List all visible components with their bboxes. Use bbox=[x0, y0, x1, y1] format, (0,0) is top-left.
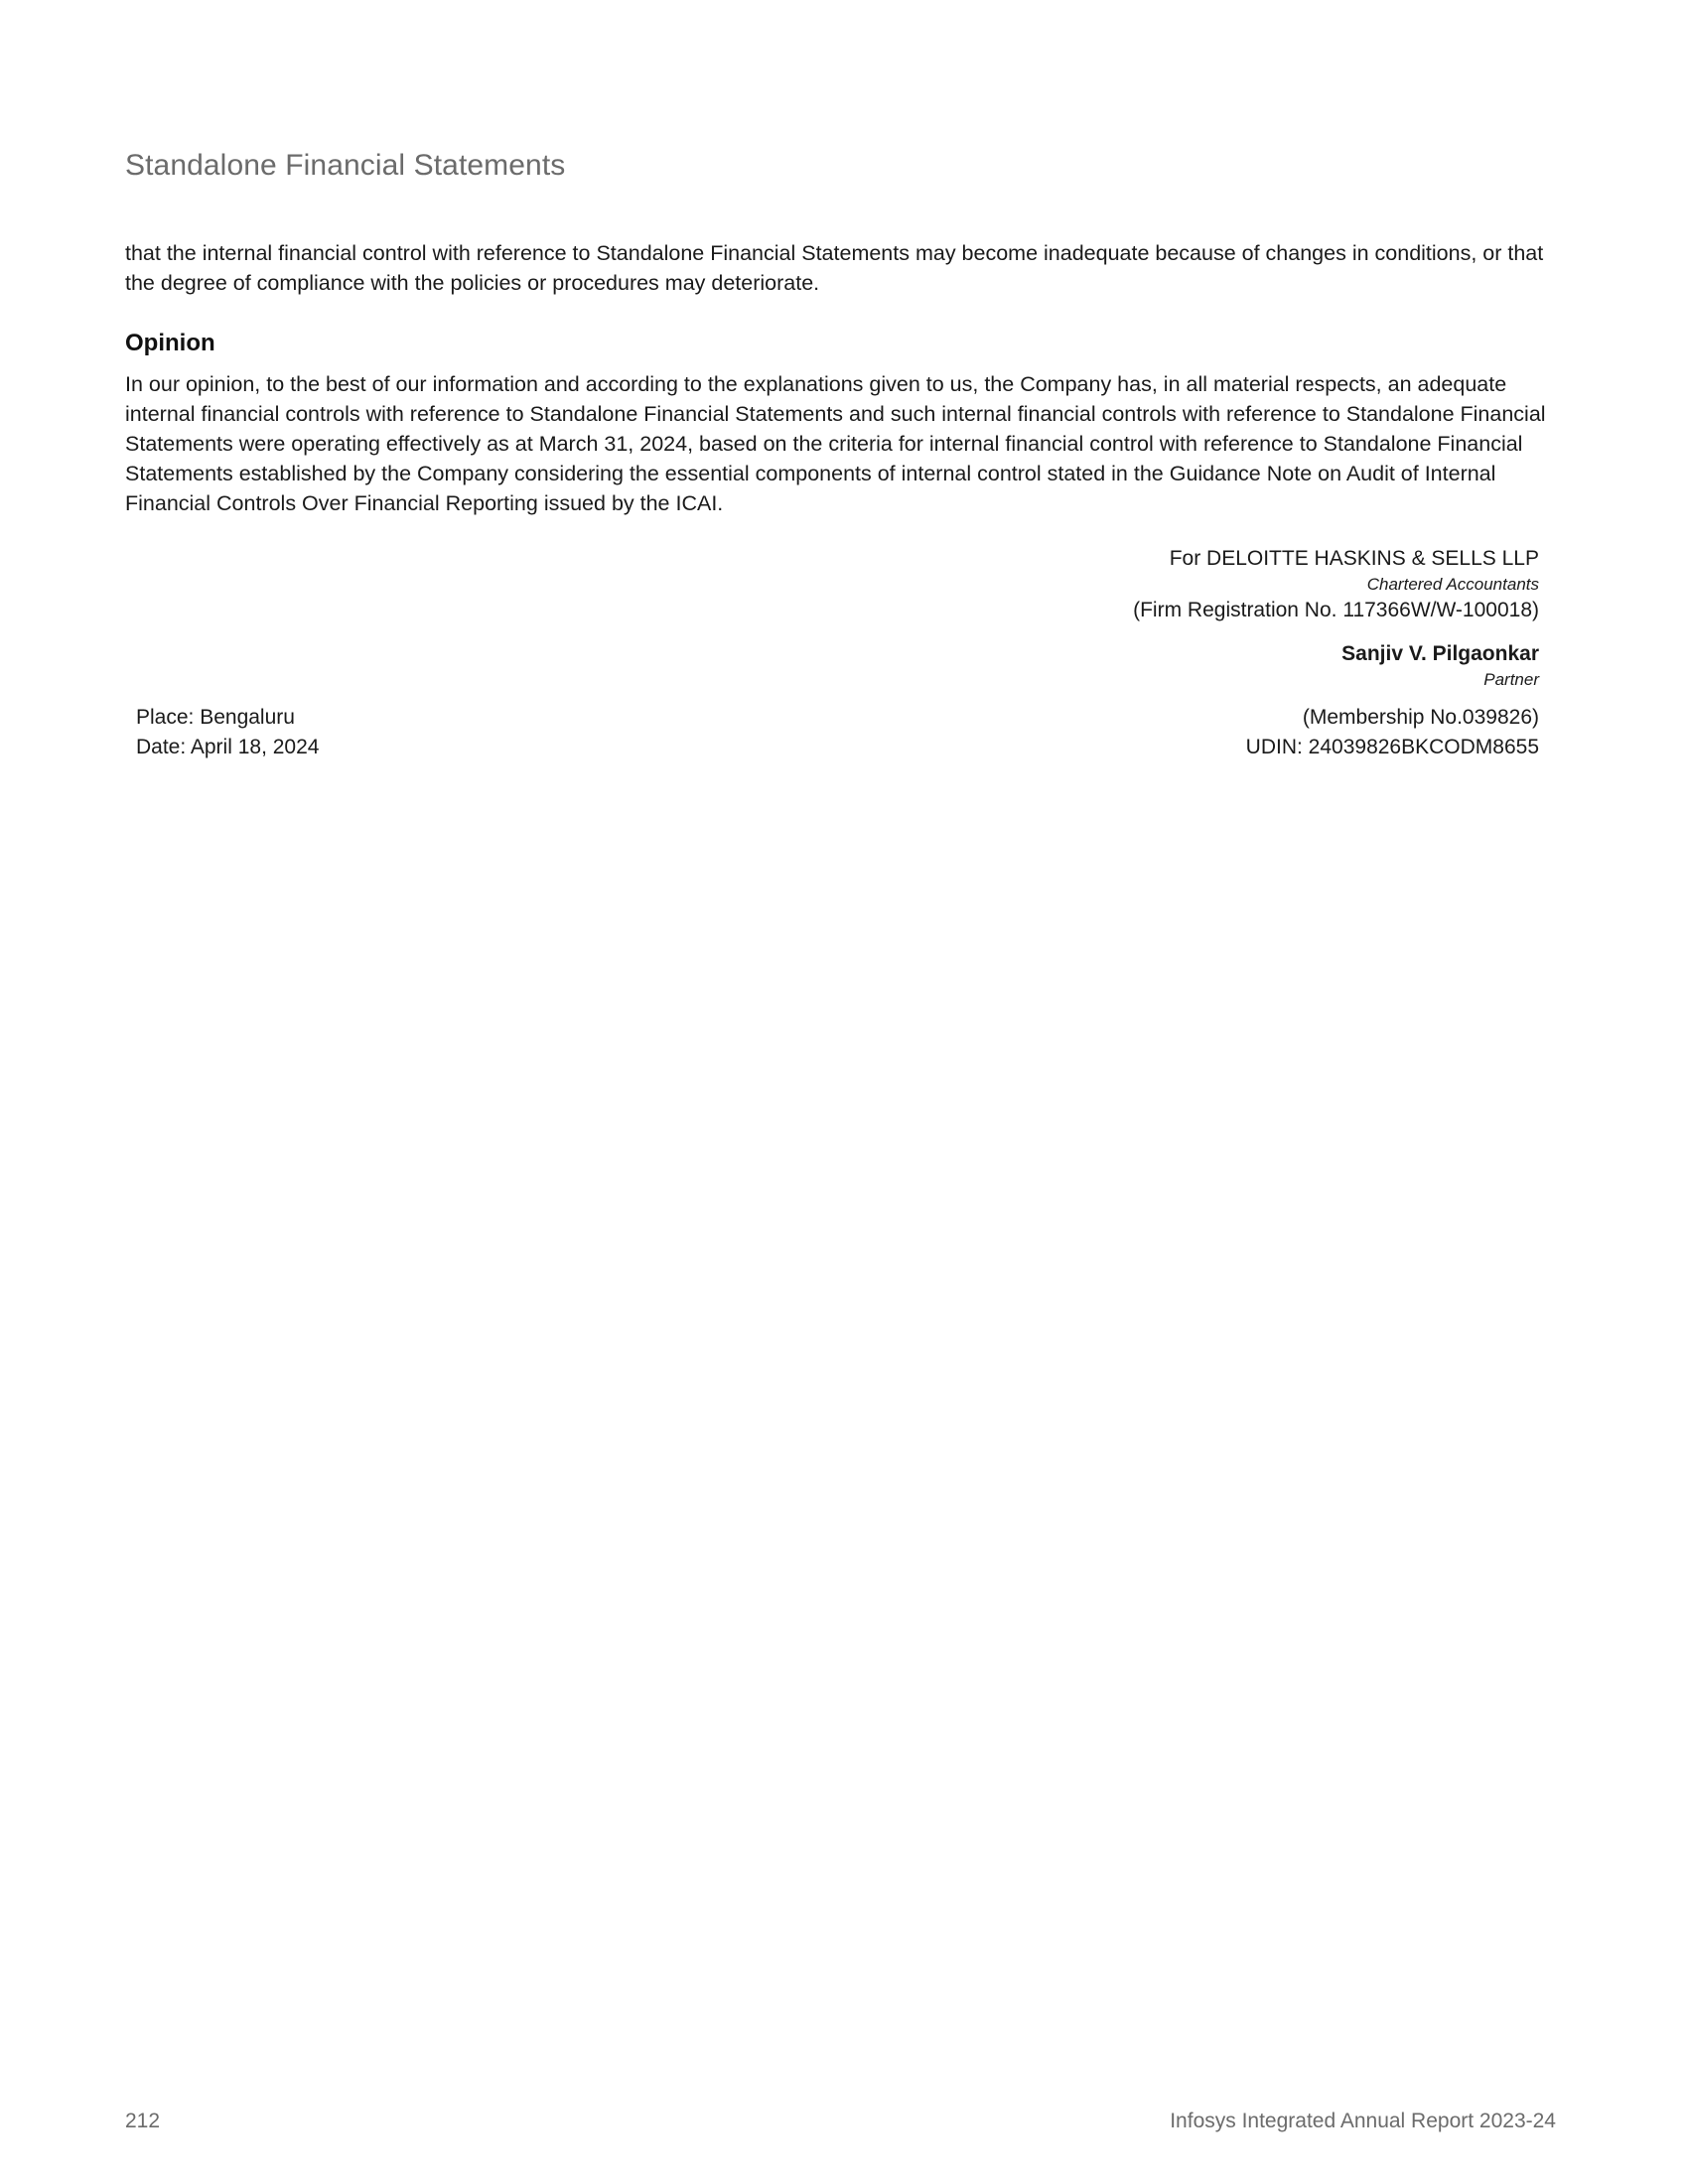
opinion-paragraph: In our opinion, to the best of our information and according to the explanations given to us, the Company has, in all material respects, an adequate internal financial controls with reference to Standalone Financial Statements and such internal financial controls with reference to Standalone Financial Statements were operating effectively as at March 31, 2024, based on the criteria for internal financial control with reference to Standalone Financial Statements established by the Company considering the essential components of internal control stated in the Guidance Note on Audit of Internal Financial Controls Over Financial Reporting issued by the ICAI. bbox=[125, 372, 1546, 515]
page-section-title: Standalone Financial Statements bbox=[125, 149, 566, 182]
partner-name: Sanjiv V. Pilgaonkar bbox=[1341, 642, 1539, 665]
opinion-heading: Opinion bbox=[125, 330, 215, 356]
page-number: 212 bbox=[125, 2110, 161, 2132]
date: Date: April 18, 2024 bbox=[136, 736, 320, 758]
udin: UDIN: 24039826BKCODM8655 bbox=[1245, 736, 1539, 758]
partner-role: Partner bbox=[1483, 670, 1539, 689]
membership-number: (Membership No.039826) bbox=[1302, 706, 1539, 729]
place-date-block bbox=[136, 703, 319, 762]
place: Place: Bengaluru bbox=[136, 706, 295, 729]
continuation-paragraph: that the internal financial control with reference to Standalone Financial Statements may become inadequate because of changes in conditions, or that the degree of compliance with the policies or procedures may deteriorate. bbox=[125, 241, 1544, 295]
partner-details-block bbox=[1246, 703, 1539, 762]
auditor-signature-block bbox=[1133, 544, 1539, 691]
firm-registration: (Firm Registration No. 117366W/W-100018) bbox=[1133, 599, 1539, 621]
firm-type: Chartered Accountants bbox=[1366, 575, 1539, 594]
report-title: Infosys Integrated Annual Report 2023-24 bbox=[1170, 2110, 1556, 2132]
firm-name: For DELOITTE HASKINS & SELLS LLP bbox=[1169, 547, 1539, 570]
